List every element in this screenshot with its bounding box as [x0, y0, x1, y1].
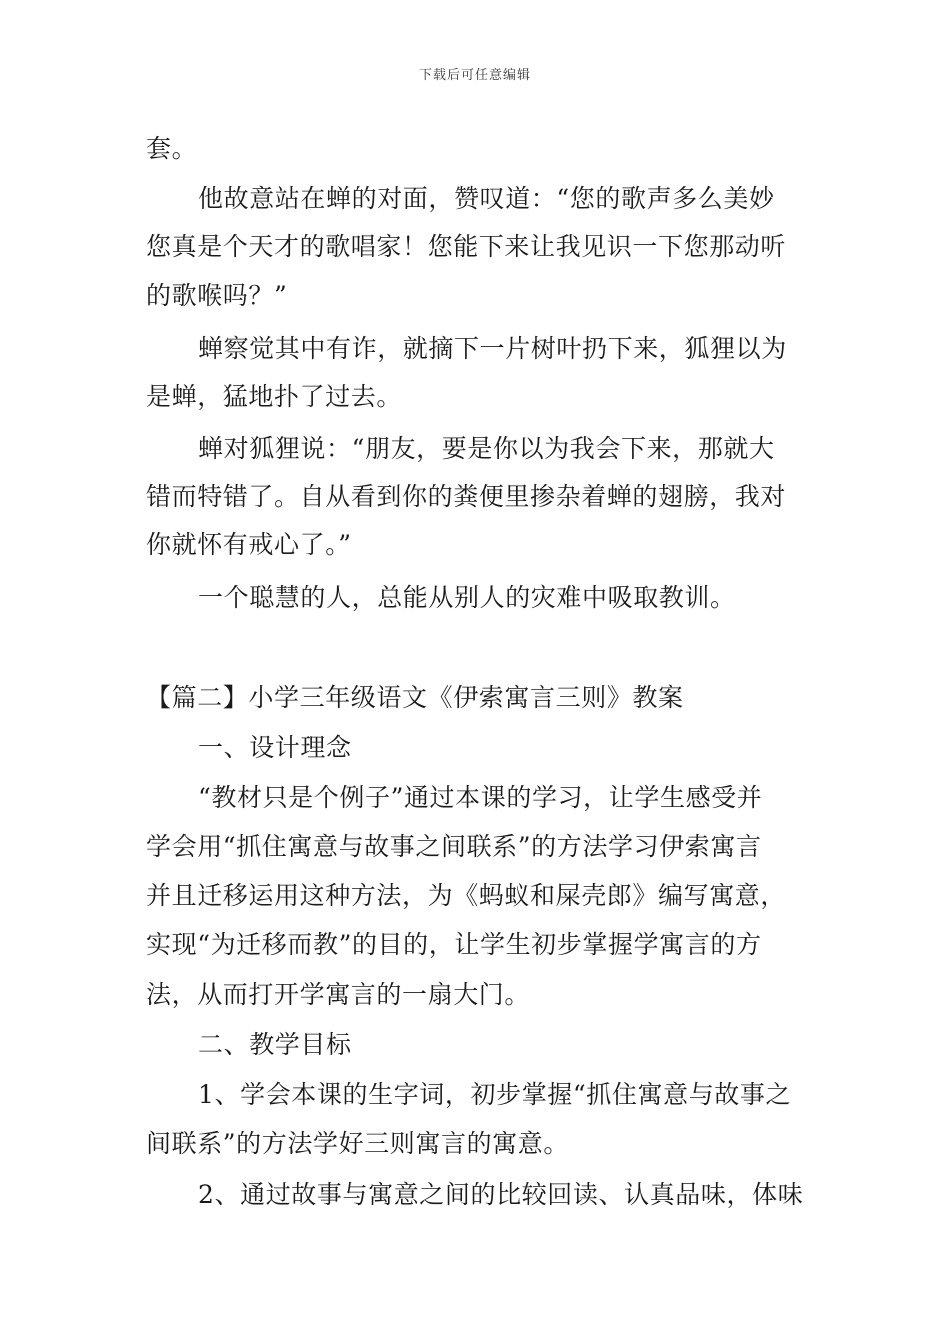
text-line: 是蝉，猛地扑了过去。: [146, 382, 403, 411]
text-line: 蝉对狐狸说：“朋友，要是你以为我会下来，那就大: [198, 434, 775, 463]
text-line: 间联系”的方法学好三则寓言的寓意。: [146, 1129, 569, 1158]
header-note: 下载后可任意编辑: [418, 68, 531, 83]
text-line: 二、教学目标: [198, 1030, 352, 1059]
text-line: 套。: [146, 134, 198, 163]
text-line: 实现“为迁移而教”的目的，让学生初步掌握学寓言的方: [146, 930, 762, 959]
text-line: 2、通过故事与寓意之间的比较回读、认真品味，体味: [198, 1180, 804, 1209]
text-line: 你就怀有戒心了。”: [146, 530, 352, 559]
text-line: 一个聪慧的人，总能从别人的灾难中吸取教训。: [198, 583, 736, 612]
text-line: 学会用“抓住寓意与故事之间联系”的方法学习伊索寓言: [146, 832, 762, 861]
text-line: 法，从而打开学寓言的一扇大门。: [146, 980, 531, 1009]
section-heading: 【篇二】小学三年级语文《伊索寓言三则》教案: [146, 683, 684, 712]
text-line: 并且迁移运用这种方法，为《蚂蚁和屎壳郎》编写寓意，: [146, 881, 787, 910]
text-line: “教材只是个例子”通过本课的学习，让学生感受并: [198, 783, 763, 812]
text-line: 他故意站在蝉的对面，赞叹道：“您的歌声多么美妙: [198, 184, 775, 213]
text-line: 一、设计理念: [198, 733, 352, 762]
text-line: 错而特错了。自从看到你的粪便里掺杂着蝉的翅膀，我对: [146, 482, 787, 511]
text-line: 1、学会本课的生字词，初步掌握“抓住寓意与故事之: [198, 1080, 792, 1109]
text-line: 您真是个天才的歌唱家！您能下来让我见识一下您那动听: [146, 232, 787, 261]
text-line: 的歌喉吗？”: [146, 281, 288, 310]
text-line: 蝉察觉其中有诈，就摘下一片树叶扔下来，狐狸以为: [198, 334, 787, 363]
